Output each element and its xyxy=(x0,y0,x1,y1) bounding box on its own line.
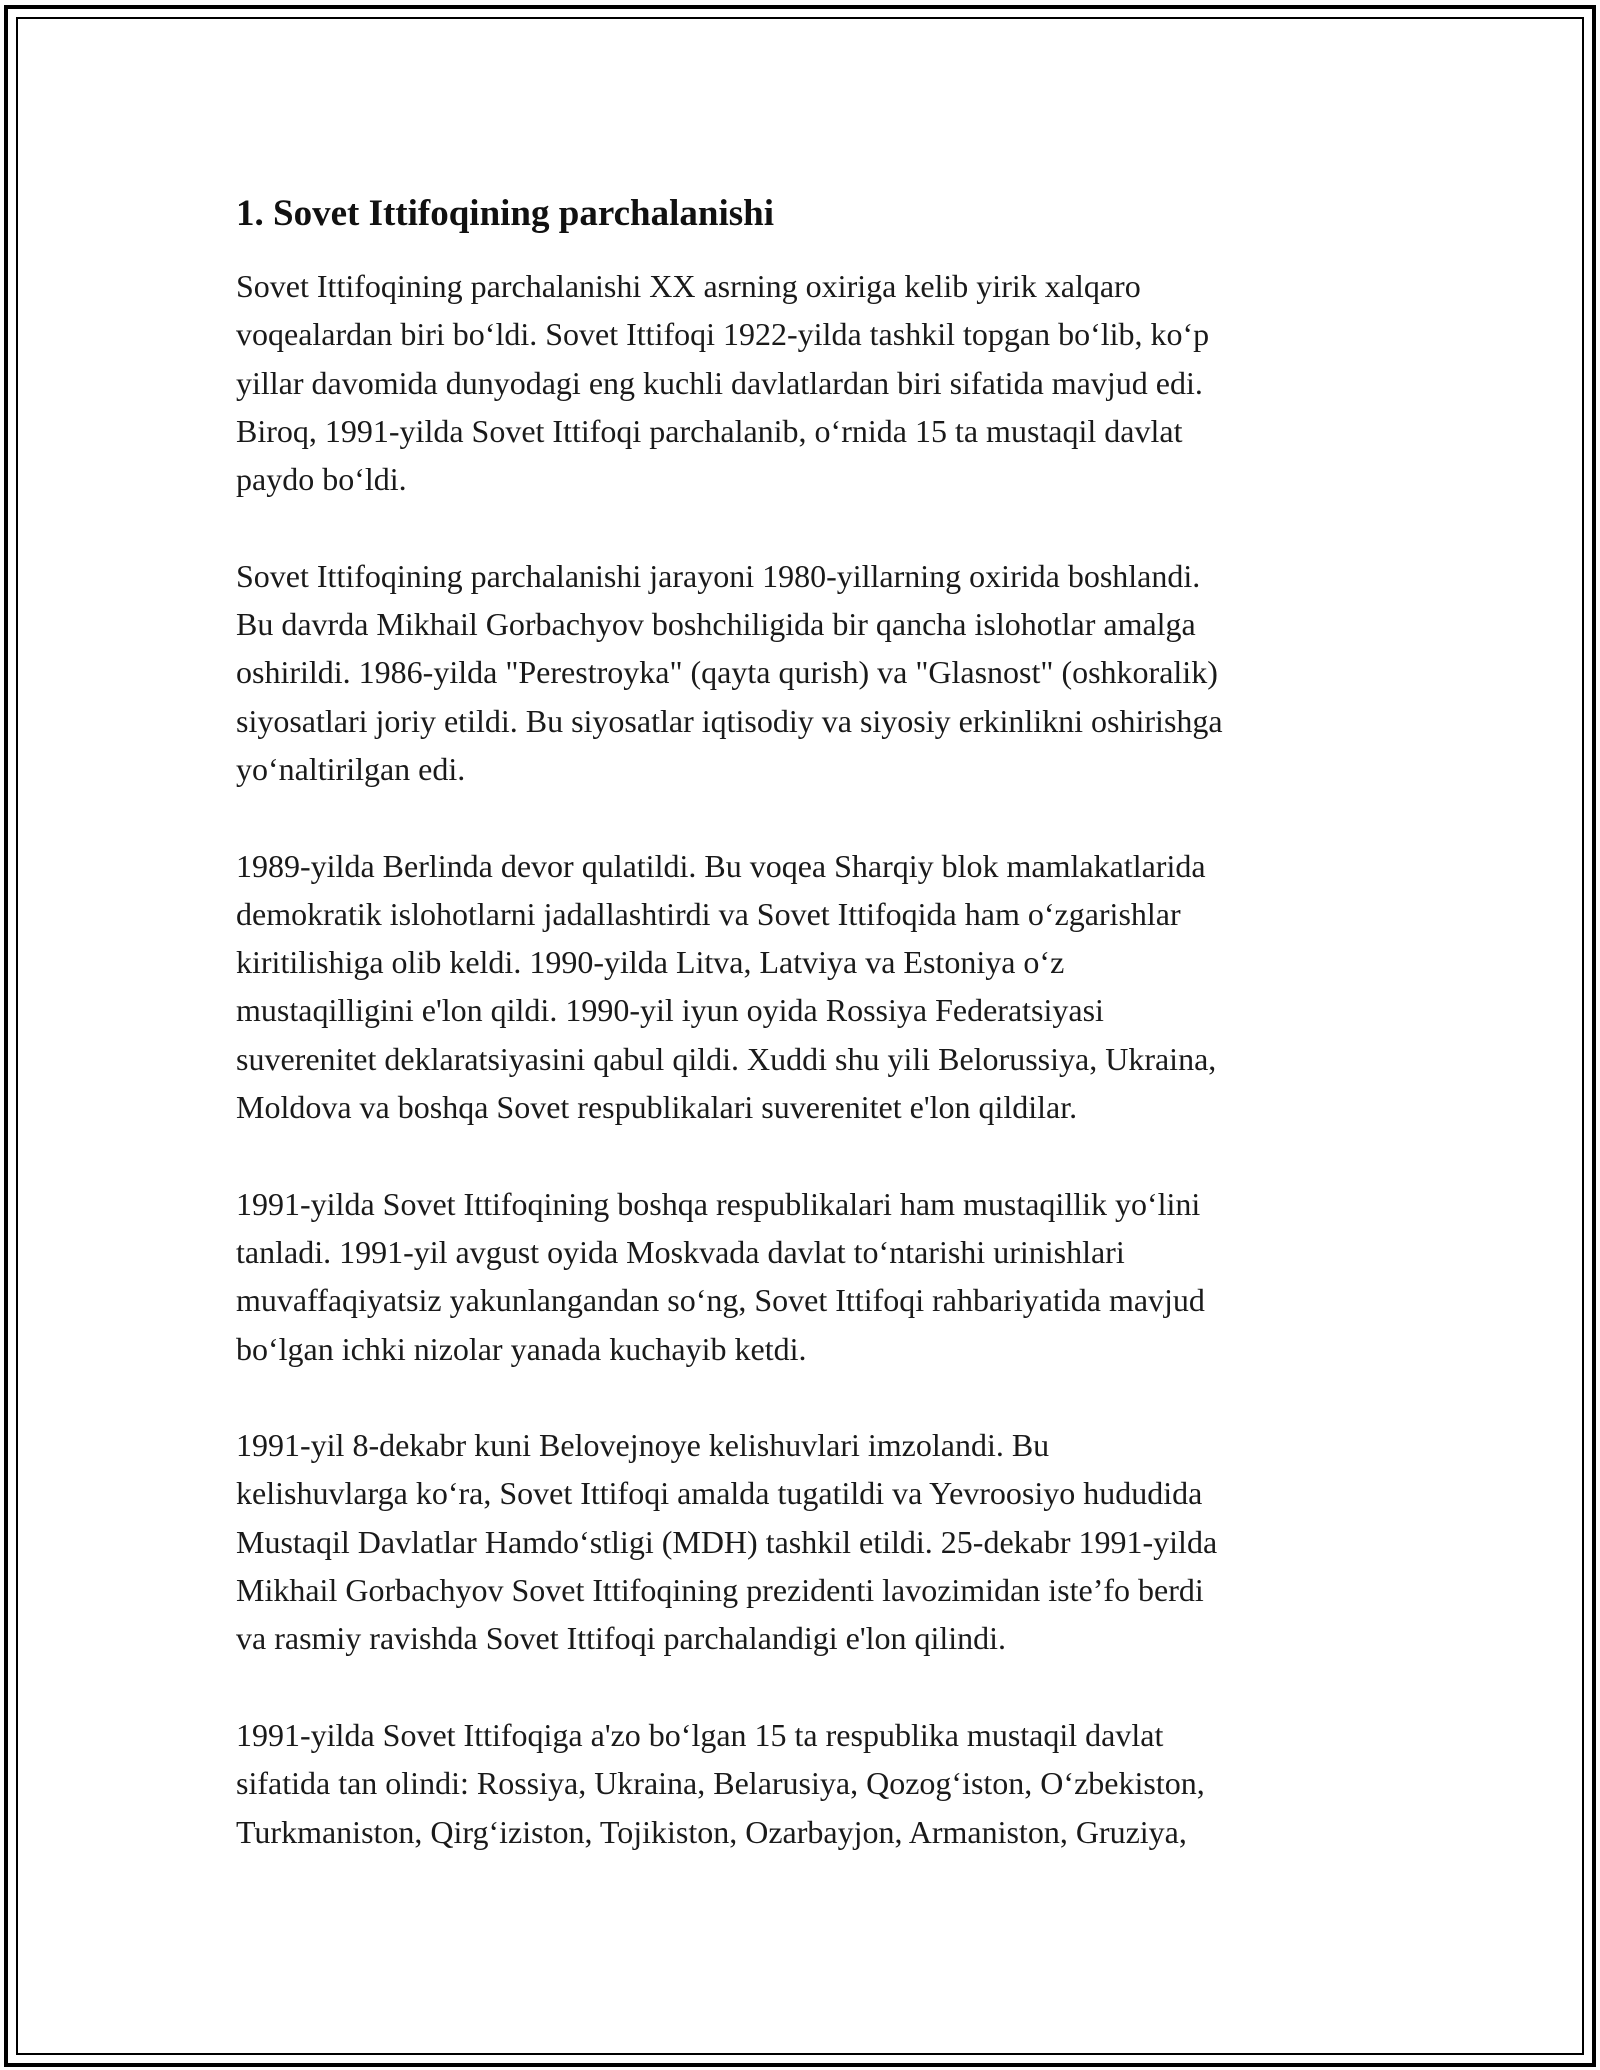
text-line: Turkmaniston, Qirg‘iziston, Tojikiston, Ozarbayjon, Armaniston, Gruziya, xyxy=(236,1813,1187,1850)
text-line: paydo bo‘ldi. xyxy=(236,461,407,498)
paragraph-3 xyxy=(236,842,1396,1132)
text-line: muvaffaqiyatsiz yakunlangandan so‘ng, Sovet Ittifoqi rahbariyatida mavjud xyxy=(236,1282,1205,1319)
text-line: kelishuvlarga ko‘ra, Sovet Ittifoqi amalda tugatildi va Yevroosiyo hududida xyxy=(236,1475,1203,1512)
text-line: 1991-yilda Sovet Ittifoqining boshqa respublikalari ham mustaqillik yo‘lini xyxy=(236,1185,1201,1222)
text-line: Biroq, 1991-yilda Sovet Ittifoqi parchalanib, o‘rnida 15 ta mustaqil davlat xyxy=(236,412,1183,449)
text-line: 1991-yil 8-dekabr kuni Belovejnoye kelishuvlari imzolandi. Bu xyxy=(236,1427,1050,1464)
text-line: siyosatlari joriy etildi. Bu siyosatlar iqtisodiy va siyosiy erkinlikni oshirishga xyxy=(236,702,1223,739)
text-line: suverenitet deklaratsiyasini qabul qildi. Xuddi shu yili Belorussiya, Ukraina, xyxy=(236,1040,1217,1077)
paragraph-4 xyxy=(236,1180,1396,1373)
text-line: kiritilishiga olib keldi. 1990-yilda Litva, Latviya va Estoniya o‘z xyxy=(236,944,1065,981)
text-line: va rasmiy ravishda Sovet Ittifoqi parchalandigi e'lon qilindi. xyxy=(236,1620,1007,1657)
paragraph-2 xyxy=(236,552,1396,793)
text-line: Sovet Ittifoqining parchalanishi jarayoni 1980-yillarning oxirida boshlandi. xyxy=(236,557,1201,594)
text-line: bo‘lgan ichki nizolar yanada kuchayib ketdi. xyxy=(236,1330,807,1367)
section-title: 1. Sovet Ittifoqining parchalanishi xyxy=(236,193,774,234)
text-line: 1991-yilda Sovet Ittifoqiga a'zo bo‘lgan 15 ta respublika mustaqil davlat xyxy=(236,1716,1164,1753)
text-line: yo‘naltirilgan edi. xyxy=(236,750,466,787)
text-line: Bu davrda Mikhail Gorbachyov boshchiligida bir qancha islohotlar amalga xyxy=(236,606,1196,643)
text-line: 1989-yilda Berlinda devor qulatildi. Bu voqea Sharqiy blok mamlakatlarida xyxy=(236,847,1206,884)
text-line: tanladi. 1991-yil avgust oyida Moskvada davlat to‘ntarishi urinishlari xyxy=(236,1233,1125,1270)
text-line: Mustaqil Davlatlar Hamdo‘stligi (MDH) tashkil etildi. 25-dekabr 1991-yilda xyxy=(236,1523,1218,1560)
text-line: Mikhail Gorbachyov Sovet Ittifoqining prezidenti lavozimidan iste’fo berdi xyxy=(236,1572,1204,1609)
paragraph-6 xyxy=(236,1711,1396,1856)
text-line: sifatida tan olindi: Rossiya, Ukraina, Belarusiya, Qozog‘iston, O‘zbekiston, xyxy=(236,1765,1205,1802)
paragraph-1 xyxy=(236,262,1396,503)
paragraph-5 xyxy=(236,1421,1396,1662)
text-line: demokratik islohotlarni jadallashtirdi va Sovet Ittifoqida ham o‘zgarishlar xyxy=(236,895,1181,932)
document-body xyxy=(236,186,1396,1904)
text-line: mustaqilligini e'lon qildi. 1990-yil iyun oyida Rossiya Federatsiyasi xyxy=(236,992,1104,1029)
text-line: Sovet Ittifoqining parchalanishi XX asrning oxiriga kelib yirik xalqaro xyxy=(236,268,1141,304)
text-line: oshirildi. 1986-yilda "Perestroyka" (qayta qurish) va "Glasnost" (oshkoralik) xyxy=(236,654,1218,691)
text-line: Moldova va boshqa Sovet respublikalari suverenitet e'lon qildilar. xyxy=(236,1089,1078,1126)
text-line: yillar davomida dunyodagi eng kuchli davlatlardan biri sifatida mavjud edi. xyxy=(236,364,1203,401)
text-line: voqealardan biri bo‘ldi. Sovet Ittifoqi 1922-yilda tashkil topgan bo‘lib, ko‘p xyxy=(236,316,1210,353)
